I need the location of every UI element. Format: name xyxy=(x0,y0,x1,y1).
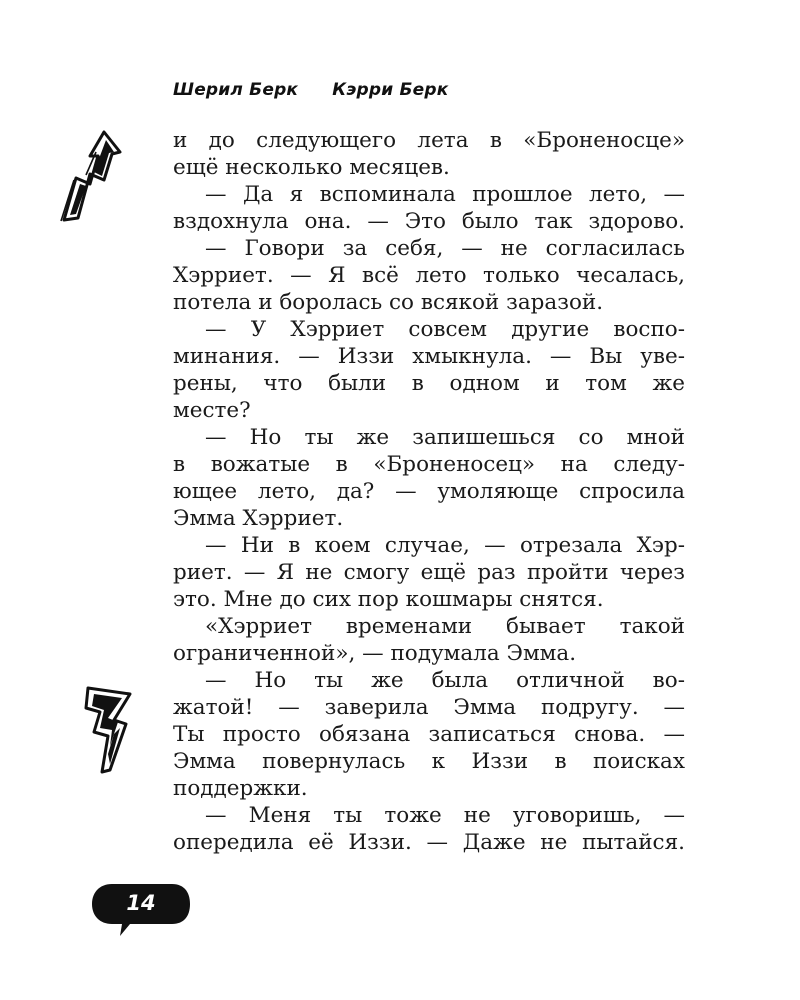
header-author-1: Шерил Берк xyxy=(173,80,299,100)
text-line: Хэрриет. — Я всё лето только чесалась, xyxy=(173,263,685,288)
text-line: — Но ты же запишешься со мной xyxy=(205,425,685,450)
body-text xyxy=(173,127,685,856)
text-line: месте? xyxy=(173,398,251,423)
text-line: это. Мне до сих пор кошмары снятся. xyxy=(173,587,604,612)
text-line: — Говори за себя, — не согласилась xyxy=(205,236,685,261)
text-line: Ты просто обязана записаться снова. — xyxy=(173,722,685,747)
text-line: и до следующего лета в «Броненосце» xyxy=(173,128,685,153)
text-line: ющее лето, да? — умоляюще спросила xyxy=(173,479,685,504)
text-line: вздохнула она. — Это было так здорово. xyxy=(173,209,685,234)
header-author-2: Кэрри Берк xyxy=(332,80,449,100)
text-line: опередила её Иззи. — Даже не пытайся. xyxy=(173,830,685,855)
page-number-badge xyxy=(90,880,192,940)
lightning-bolt-icon xyxy=(80,684,136,776)
text-line: минания. — Иззи хмыкнула. — Вы уве- xyxy=(173,344,685,369)
text-line: — Меня ты тоже не уговоришь, — xyxy=(205,803,685,828)
text-line: — Но ты же была отличной во- xyxy=(205,668,685,693)
lightning-arrow-icon xyxy=(52,128,124,226)
text-line: риет. — Я не смогу ещё раз пройти через xyxy=(173,560,685,585)
text-line: ещё несколько месяцев. xyxy=(173,155,450,180)
text-line: Эмма повернулась к Иззи в поисках xyxy=(173,749,685,774)
running-header xyxy=(173,80,449,100)
text-line: «Хэрриет временами бывает такой xyxy=(205,614,685,639)
page-number: 14 xyxy=(126,891,156,915)
text-line: поддержки. xyxy=(173,776,308,801)
text-line: ограниченной», — подумала Эмма. xyxy=(173,641,577,666)
text-line: потела и боролась со всякой заразой. xyxy=(173,290,604,315)
text-line: — У Хэрриет совсем другие воспо- xyxy=(205,317,685,342)
text-line: в вожатые в «Броненосец» на следу- xyxy=(173,452,685,477)
text-line: — Ни в коем случае, — отрезала Хэр- xyxy=(205,533,685,558)
text-line: жатой! — заверила Эмма подругу. — xyxy=(173,695,685,720)
text-line: — Да я вспоминала прошлое лето, — xyxy=(205,182,685,207)
text-line: рены, что были в одном и том же xyxy=(173,371,685,396)
text-line: Эмма Хэрриет. xyxy=(173,506,344,531)
